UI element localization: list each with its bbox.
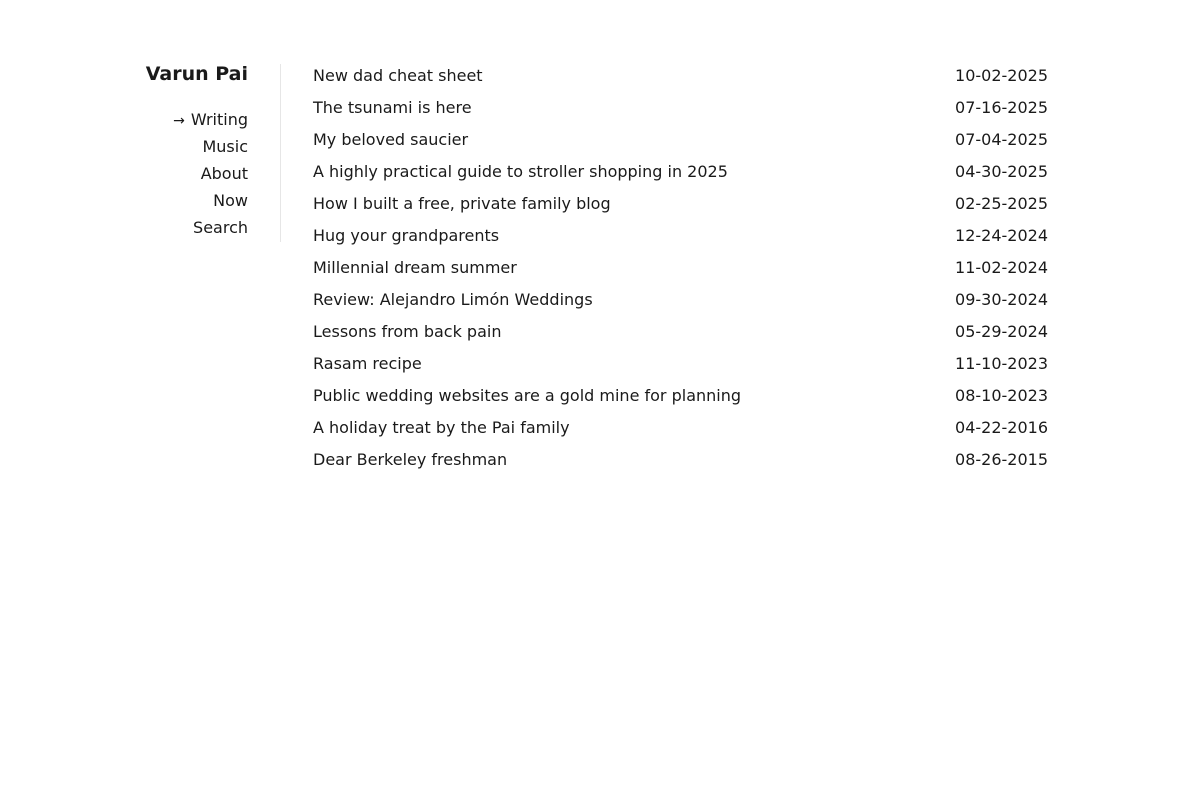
nav-item-label: About xyxy=(200,164,248,183)
post-row xyxy=(313,284,1048,316)
post-list xyxy=(313,60,1048,476)
sidebar xyxy=(100,62,248,241)
post-title-link[interactable]: New dad cheat sheet xyxy=(313,66,483,85)
post-title-link[interactable]: How I built a free, private family blog xyxy=(313,194,611,213)
post-row xyxy=(313,220,1048,252)
nav-item-about[interactable] xyxy=(100,160,248,187)
post-title-link[interactable]: Review: Alejandro Limón Weddings xyxy=(313,290,593,309)
post-row xyxy=(313,156,1048,188)
post-date: 04-30-2025 xyxy=(955,162,1048,181)
post-date: 07-04-2025 xyxy=(955,130,1048,149)
nav-item-label: Music xyxy=(202,137,248,156)
post-row xyxy=(313,412,1048,444)
post-row xyxy=(313,188,1048,220)
post-row xyxy=(313,316,1048,348)
post-title-link[interactable]: A holiday treat by the Pai family xyxy=(313,418,570,437)
sidebar-divider xyxy=(280,64,281,242)
post-title-link[interactable]: Hug your grandparents xyxy=(313,226,500,245)
nav-item-label: Search xyxy=(193,218,248,237)
post-date: 12-24-2024 xyxy=(955,226,1048,245)
post-row xyxy=(313,380,1048,412)
post-row xyxy=(313,92,1048,124)
post-row xyxy=(313,348,1048,380)
post-date: 09-30-2024 xyxy=(955,290,1048,309)
post-date: 05-29-2024 xyxy=(955,322,1048,341)
post-date: 02-25-2025 xyxy=(955,194,1048,213)
post-title-link[interactable]: The tsunami is here xyxy=(313,98,472,117)
post-title-link[interactable]: My beloved saucier xyxy=(313,130,469,149)
nav-item-search[interactable] xyxy=(100,214,248,241)
sidebar-nav xyxy=(100,106,248,241)
nav-item-writing[interactable] xyxy=(100,106,248,133)
post-title-link[interactable]: Dear Berkeley freshman xyxy=(313,450,508,469)
post-date: 08-26-2015 xyxy=(955,450,1048,469)
post-title-link[interactable]: Rasam recipe xyxy=(313,354,422,373)
post-row xyxy=(313,252,1048,284)
post-title-link[interactable]: A highly practical guide to stroller shopping in 2025 xyxy=(313,162,728,181)
nav-item-label: Now xyxy=(213,191,248,210)
site-title[interactable]: Varun Pai xyxy=(145,63,248,85)
post-date: 10-02-2025 xyxy=(955,66,1048,85)
post-date: 11-10-2023 xyxy=(955,354,1048,373)
post-date: 11-02-2024 xyxy=(955,258,1048,277)
post-date: 07-16-2025 xyxy=(955,98,1048,117)
nav-item-music[interactable] xyxy=(100,133,248,160)
post-row xyxy=(313,444,1048,476)
post-date: 08-10-2023 xyxy=(955,386,1048,405)
post-date: 04-22-2016 xyxy=(955,418,1048,437)
post-title-link[interactable]: Lessons from back pain xyxy=(313,322,502,341)
post-title-link[interactable]: Public wedding websites are a gold mine for planning xyxy=(313,386,742,405)
post-title-link[interactable]: Millennial dream summer xyxy=(313,258,517,277)
active-arrow-icon: → xyxy=(173,113,185,129)
nav-item-now[interactable] xyxy=(100,187,248,214)
post-row xyxy=(313,124,1048,156)
post-row xyxy=(313,60,1048,92)
nav-item-label: Writing xyxy=(190,110,248,129)
